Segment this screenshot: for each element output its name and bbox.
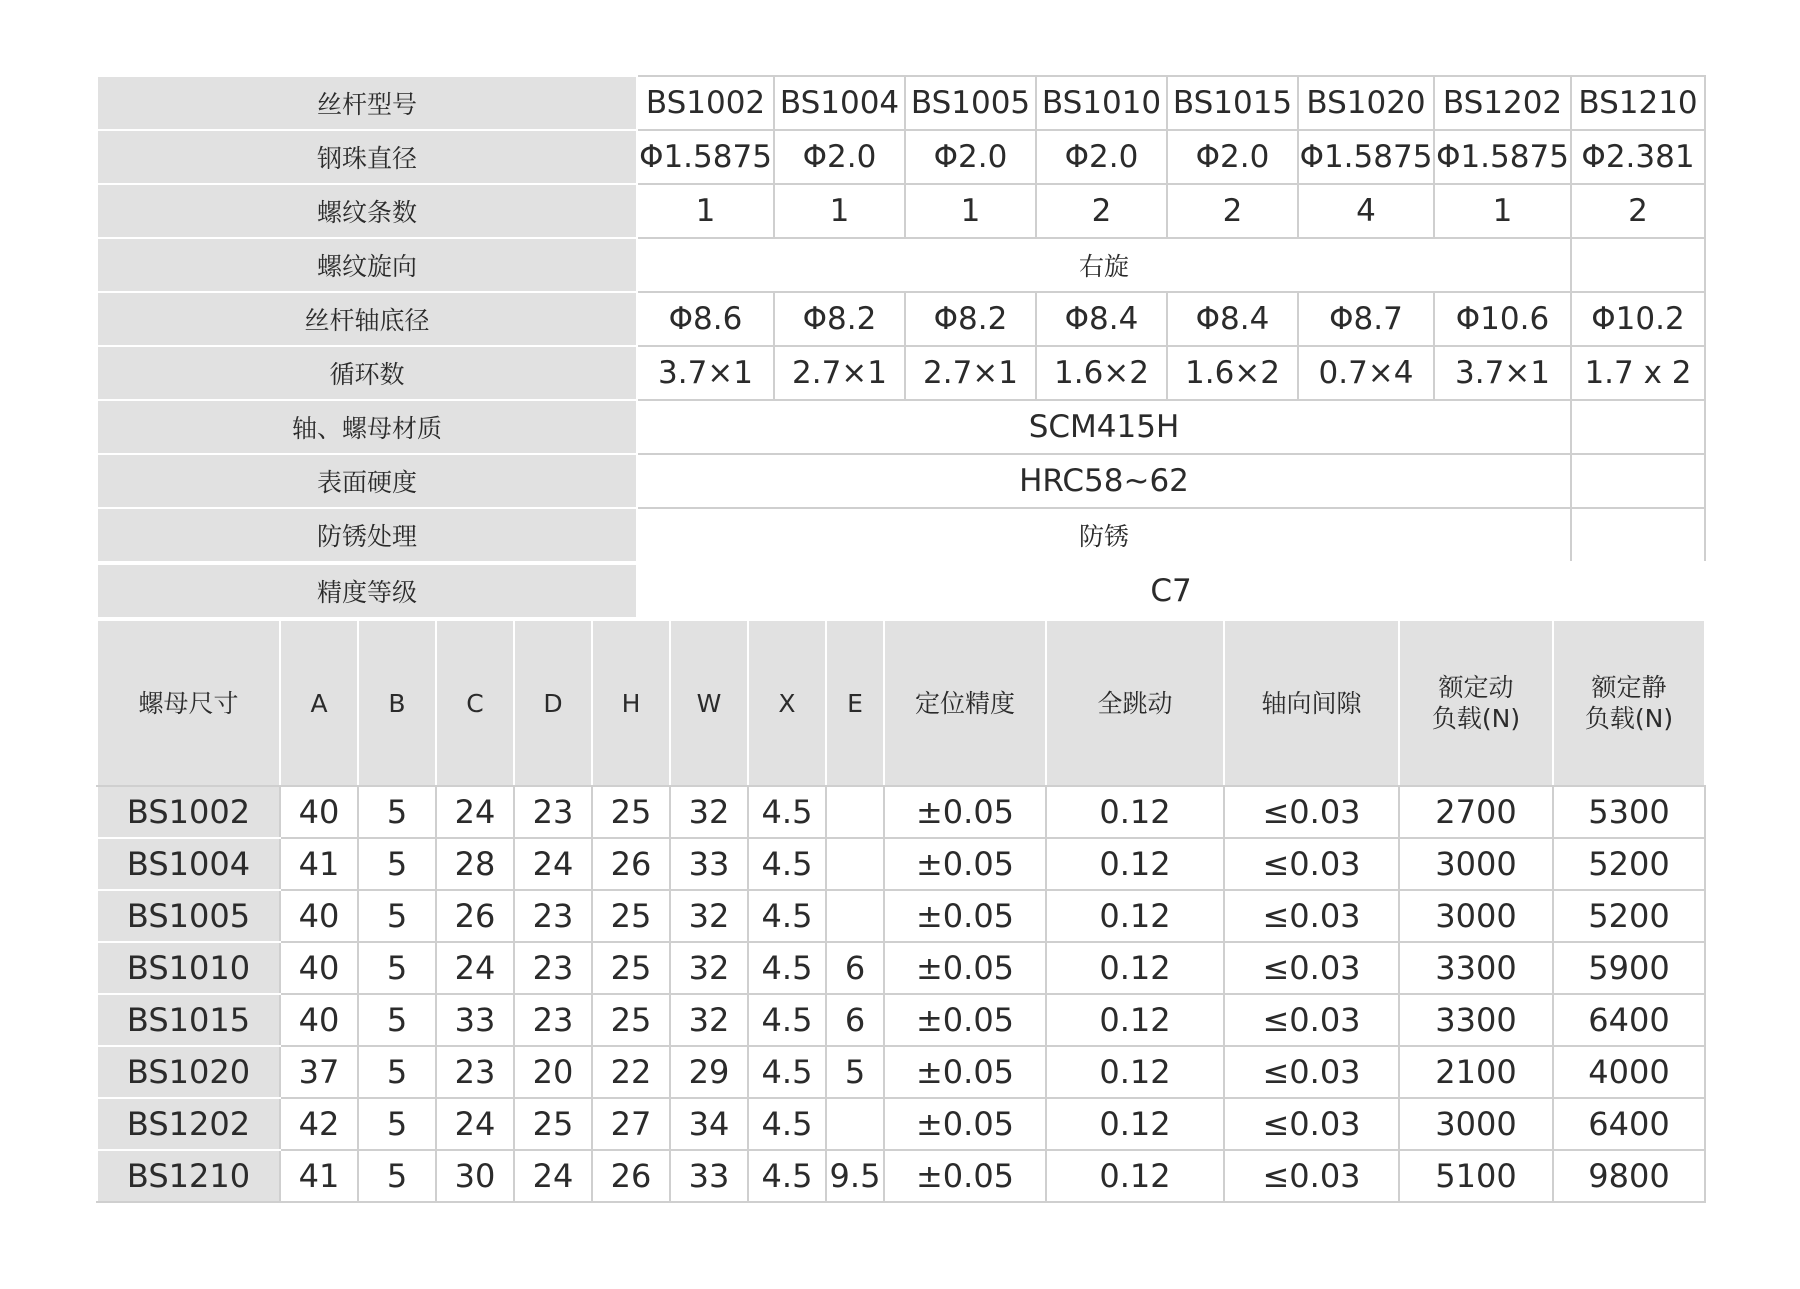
- value-cell: 2700: [1399, 786, 1553, 838]
- value-cell: ±0.05: [884, 942, 1046, 994]
- value-cell: 6400: [1553, 994, 1705, 1046]
- spec-sheet: [96, 75, 1704, 1203]
- row-label: 循环数: [97, 346, 637, 400]
- row-label: 轴、螺母材质: [97, 400, 637, 454]
- value-cell: 4.5: [748, 1098, 826, 1150]
- value-cell: 0.12: [1046, 1046, 1224, 1098]
- value-cell: 5200: [1553, 838, 1705, 890]
- table-row: [97, 838, 1705, 890]
- value-cell: 24: [436, 786, 514, 838]
- value-cell: ≤0.03: [1224, 1150, 1399, 1202]
- value-cell: ≤0.03: [1224, 786, 1399, 838]
- value-cell: 5: [358, 890, 436, 942]
- value-cell: Φ2.0: [774, 130, 905, 184]
- value-cell: Φ8.6: [637, 292, 774, 346]
- spec-row-thread-count: [97, 184, 1705, 238]
- value-cell: Φ8.2: [774, 292, 905, 346]
- value-cell: 5: [826, 1046, 884, 1098]
- dimension-table: [96, 619, 1706, 1203]
- row-label: 钢珠直径: [97, 130, 637, 184]
- table-row: [97, 1046, 1705, 1098]
- empty-cell: [1571, 400, 1705, 454]
- value-cell: 0.12: [1046, 890, 1224, 942]
- value-cell: 0.7×4: [1298, 346, 1434, 400]
- table-row: [97, 890, 1705, 942]
- table-row: [97, 786, 1705, 838]
- value-cell: 40: [280, 942, 358, 994]
- value-cell: ≤0.03: [1224, 838, 1399, 890]
- header-cell: 全跳动: [1046, 620, 1224, 786]
- header-cell: A: [280, 620, 358, 786]
- row-label: 表面硬度: [97, 454, 637, 508]
- value-cell: 2: [1571, 184, 1705, 238]
- header-cell: 定位精度: [884, 620, 1046, 786]
- spec-row-circuits: [97, 346, 1705, 400]
- value-cell: Φ10.2: [1571, 292, 1705, 346]
- value-cell: Φ8.4: [1036, 292, 1167, 346]
- value-cell: 5100: [1399, 1150, 1553, 1202]
- header-cell: 轴向间隙: [1224, 620, 1399, 786]
- model-cell: BS1015: [97, 994, 280, 1046]
- value-cell: 0.12: [1046, 1150, 1224, 1202]
- merged-value-cell: HRC58~62: [637, 454, 1571, 508]
- merged-value-cell: 防锈: [637, 508, 1571, 563]
- value-cell: 3.7×1: [1434, 346, 1571, 400]
- value-cell: 2: [1036, 184, 1167, 238]
- row-label: 螺纹条数: [97, 184, 637, 238]
- value-cell: 28: [436, 838, 514, 890]
- value-cell: ≤0.03: [1224, 942, 1399, 994]
- empty-cell: [1571, 454, 1705, 508]
- value-cell: ≤0.03: [1224, 1046, 1399, 1098]
- value-cell: 26: [592, 1150, 670, 1202]
- value-cell: 24: [436, 1098, 514, 1150]
- value-cell: 32: [670, 994, 748, 1046]
- value-cell: Φ2.0: [905, 130, 1036, 184]
- value-cell: 4.5: [748, 994, 826, 1046]
- value-cell: 24: [514, 838, 592, 890]
- spec-row-ball-diameter: [97, 130, 1705, 184]
- row-label: 防锈处理: [97, 508, 637, 563]
- value-cell: 5300: [1553, 786, 1705, 838]
- value-cell: 33: [670, 838, 748, 890]
- model-cell: BS1210: [1571, 76, 1705, 130]
- value-cell: Φ2.0: [1036, 130, 1167, 184]
- spec-row-material: [97, 400, 1705, 454]
- value-cell: Φ10.6: [1434, 292, 1571, 346]
- value-cell: Φ1.5875: [637, 130, 774, 184]
- value-cell: ±0.05: [884, 890, 1046, 942]
- value-cell: 30: [436, 1150, 514, 1202]
- value-cell: 23: [514, 786, 592, 838]
- value-cell: 23: [436, 1046, 514, 1098]
- row-label: 精度等级: [97, 563, 637, 618]
- value-cell: 25: [514, 1098, 592, 1150]
- value-cell: 5: [358, 838, 436, 890]
- value-cell: 2.7×1: [774, 346, 905, 400]
- header-cell: X: [748, 620, 826, 786]
- header-cell: [1553, 620, 1705, 786]
- value-cell: 20: [514, 1046, 592, 1098]
- value-cell: 27: [592, 1098, 670, 1150]
- value-cell: 3000: [1399, 890, 1553, 942]
- model-cell: BS1202: [1434, 76, 1571, 130]
- value-cell: 26: [436, 890, 514, 942]
- value-cell: 41: [280, 1150, 358, 1202]
- merged-value-cell: C7: [637, 563, 1705, 618]
- merged-value-cell: SCM415H: [637, 400, 1571, 454]
- value-cell: 4.5: [748, 1150, 826, 1202]
- value-cell: Φ2.381: [1571, 130, 1705, 184]
- value-cell: ±0.05: [884, 994, 1046, 1046]
- model-cell: BS1004: [774, 76, 905, 130]
- model-cell: BS1004: [97, 838, 280, 890]
- value-cell: 3000: [1399, 838, 1553, 890]
- value-cell: ±0.05: [884, 1150, 1046, 1202]
- value-cell: Φ8.7: [1298, 292, 1434, 346]
- value-cell: 9800: [1553, 1150, 1705, 1202]
- row-label: 丝杆型号: [97, 76, 637, 130]
- value-cell: 1.7 x 2: [1571, 346, 1705, 400]
- spec-table: [96, 75, 1706, 619]
- value-cell: 4.5: [748, 1046, 826, 1098]
- merged-value-cell: 右旋: [637, 238, 1571, 292]
- model-cell: BS1210: [97, 1150, 280, 1202]
- model-cell: BS1015: [1167, 76, 1298, 130]
- value-cell: 0.12: [1046, 994, 1224, 1046]
- value-cell: 5: [358, 1150, 436, 1202]
- value-cell: 1: [1434, 184, 1571, 238]
- value-cell: 40: [280, 786, 358, 838]
- value-cell: Φ1.5875: [1298, 130, 1434, 184]
- table-row: [97, 994, 1705, 1046]
- value-cell: 1: [637, 184, 774, 238]
- header-line: 负载(N): [1431, 704, 1521, 733]
- value-cell: 3300: [1399, 942, 1553, 994]
- value-cell: 3000: [1399, 1098, 1553, 1150]
- header-cell: E: [826, 620, 884, 786]
- value-cell: Φ1.5875: [1434, 130, 1571, 184]
- model-cell: BS1002: [637, 76, 774, 130]
- value-cell: 25: [592, 786, 670, 838]
- value-cell: 5: [358, 1098, 436, 1150]
- value-cell: 23: [514, 890, 592, 942]
- value-cell: 40: [280, 994, 358, 1046]
- value-cell: 25: [592, 994, 670, 1046]
- spec-row-root-diameter: [97, 292, 1705, 346]
- value-cell: Φ8.2: [905, 292, 1036, 346]
- value-cell: Φ8.4: [1167, 292, 1298, 346]
- model-cell: BS1020: [97, 1046, 280, 1098]
- value-cell: 5: [358, 1046, 436, 1098]
- model-cell: BS1005: [905, 76, 1036, 130]
- value-cell: 23: [514, 994, 592, 1046]
- value-cell: 1.6×2: [1167, 346, 1298, 400]
- value-cell: 1.6×2: [1036, 346, 1167, 400]
- spec-row-thread-direction: [97, 238, 1705, 292]
- value-cell: [826, 786, 884, 838]
- model-cell: BS1005: [97, 890, 280, 942]
- value-cell: 3.7×1: [637, 346, 774, 400]
- value-cell: 2.7×1: [905, 346, 1036, 400]
- empty-cell: [1571, 238, 1705, 292]
- spec-row-rust: [97, 508, 1705, 563]
- value-cell: 9.5: [826, 1150, 884, 1202]
- value-cell: 0.12: [1046, 786, 1224, 838]
- value-cell: 4.5: [748, 890, 826, 942]
- header-cell: [1399, 620, 1553, 786]
- header-cell: W: [670, 620, 748, 786]
- header-cell: 螺母尺寸: [97, 620, 280, 786]
- table-row: [97, 1150, 1705, 1202]
- value-cell: [826, 1098, 884, 1150]
- value-cell: 0.12: [1046, 1098, 1224, 1150]
- value-cell: 5: [358, 786, 436, 838]
- value-cell: 32: [670, 786, 748, 838]
- value-cell: 1: [905, 184, 1036, 238]
- value-cell: 32: [670, 942, 748, 994]
- value-cell: 24: [514, 1150, 592, 1202]
- value-cell: ±0.05: [884, 786, 1046, 838]
- table-row: [97, 1098, 1705, 1150]
- value-cell: 33: [670, 1150, 748, 1202]
- value-cell: ≤0.03: [1224, 994, 1399, 1046]
- empty-cell: [1571, 508, 1705, 563]
- value-cell: 32: [670, 890, 748, 942]
- value-cell: 2100: [1399, 1046, 1553, 1098]
- value-cell: 34: [670, 1098, 748, 1150]
- value-cell: 5: [358, 994, 436, 1046]
- header-cell: H: [592, 620, 670, 786]
- value-cell: 4000: [1553, 1046, 1705, 1098]
- value-cell: 5: [358, 942, 436, 994]
- value-cell: 22: [592, 1046, 670, 1098]
- value-cell: 0.12: [1046, 942, 1224, 994]
- value-cell: 4.5: [748, 838, 826, 890]
- value-cell: [826, 890, 884, 942]
- spec-row-model: [97, 76, 1705, 130]
- value-cell: 1: [774, 184, 905, 238]
- value-cell: 23: [514, 942, 592, 994]
- value-cell: 5900: [1553, 942, 1705, 994]
- value-cell: 37: [280, 1046, 358, 1098]
- value-cell: ≤0.03: [1224, 890, 1399, 942]
- value-cell: 29: [670, 1046, 748, 1098]
- value-cell: ±0.05: [884, 1098, 1046, 1150]
- value-cell: 6400: [1553, 1098, 1705, 1150]
- spec-row-precision: [97, 563, 1705, 618]
- value-cell: 33: [436, 994, 514, 1046]
- value-cell: 3300: [1399, 994, 1553, 1046]
- model-cell: BS1010: [1036, 76, 1167, 130]
- value-cell: 4: [1298, 184, 1434, 238]
- header-cell: B: [358, 620, 436, 786]
- header-cell: D: [514, 620, 592, 786]
- header-line: 额定动: [1438, 673, 1514, 702]
- value-cell: 25: [592, 942, 670, 994]
- value-cell: ±0.05: [884, 838, 1046, 890]
- header-line: 负载(N): [1584, 704, 1674, 733]
- value-cell: 25: [592, 890, 670, 942]
- model-cell: BS1002: [97, 786, 280, 838]
- value-cell: 41: [280, 838, 358, 890]
- table-row: [97, 942, 1705, 994]
- value-cell: 24: [436, 942, 514, 994]
- header-line: 额定静: [1591, 673, 1667, 702]
- model-cell: BS1020: [1298, 76, 1434, 130]
- value-cell: 4.5: [748, 786, 826, 838]
- value-cell: 4.5: [748, 942, 826, 994]
- value-cell: 6: [826, 994, 884, 1046]
- value-cell: 2: [1167, 184, 1298, 238]
- value-cell: Φ2.0: [1167, 130, 1298, 184]
- row-label: 丝杆轴底径: [97, 292, 637, 346]
- model-cell: BS1010: [97, 942, 280, 994]
- value-cell: ≤0.03: [1224, 1098, 1399, 1150]
- header-cell: C: [436, 620, 514, 786]
- model-cell: BS1202: [97, 1098, 280, 1150]
- value-cell: ±0.05: [884, 1046, 1046, 1098]
- value-cell: 5200: [1553, 890, 1705, 942]
- value-cell: 0.12: [1046, 838, 1224, 890]
- value-cell: 26: [592, 838, 670, 890]
- row-label: 螺纹旋向: [97, 238, 637, 292]
- value-cell: [826, 838, 884, 890]
- value-cell: 42: [280, 1098, 358, 1150]
- dimension-header-row: [97, 620, 1705, 786]
- value-cell: 40: [280, 890, 358, 942]
- value-cell: 6: [826, 942, 884, 994]
- spec-row-hardness: [97, 454, 1705, 508]
- dimension-body: [97, 786, 1705, 1202]
